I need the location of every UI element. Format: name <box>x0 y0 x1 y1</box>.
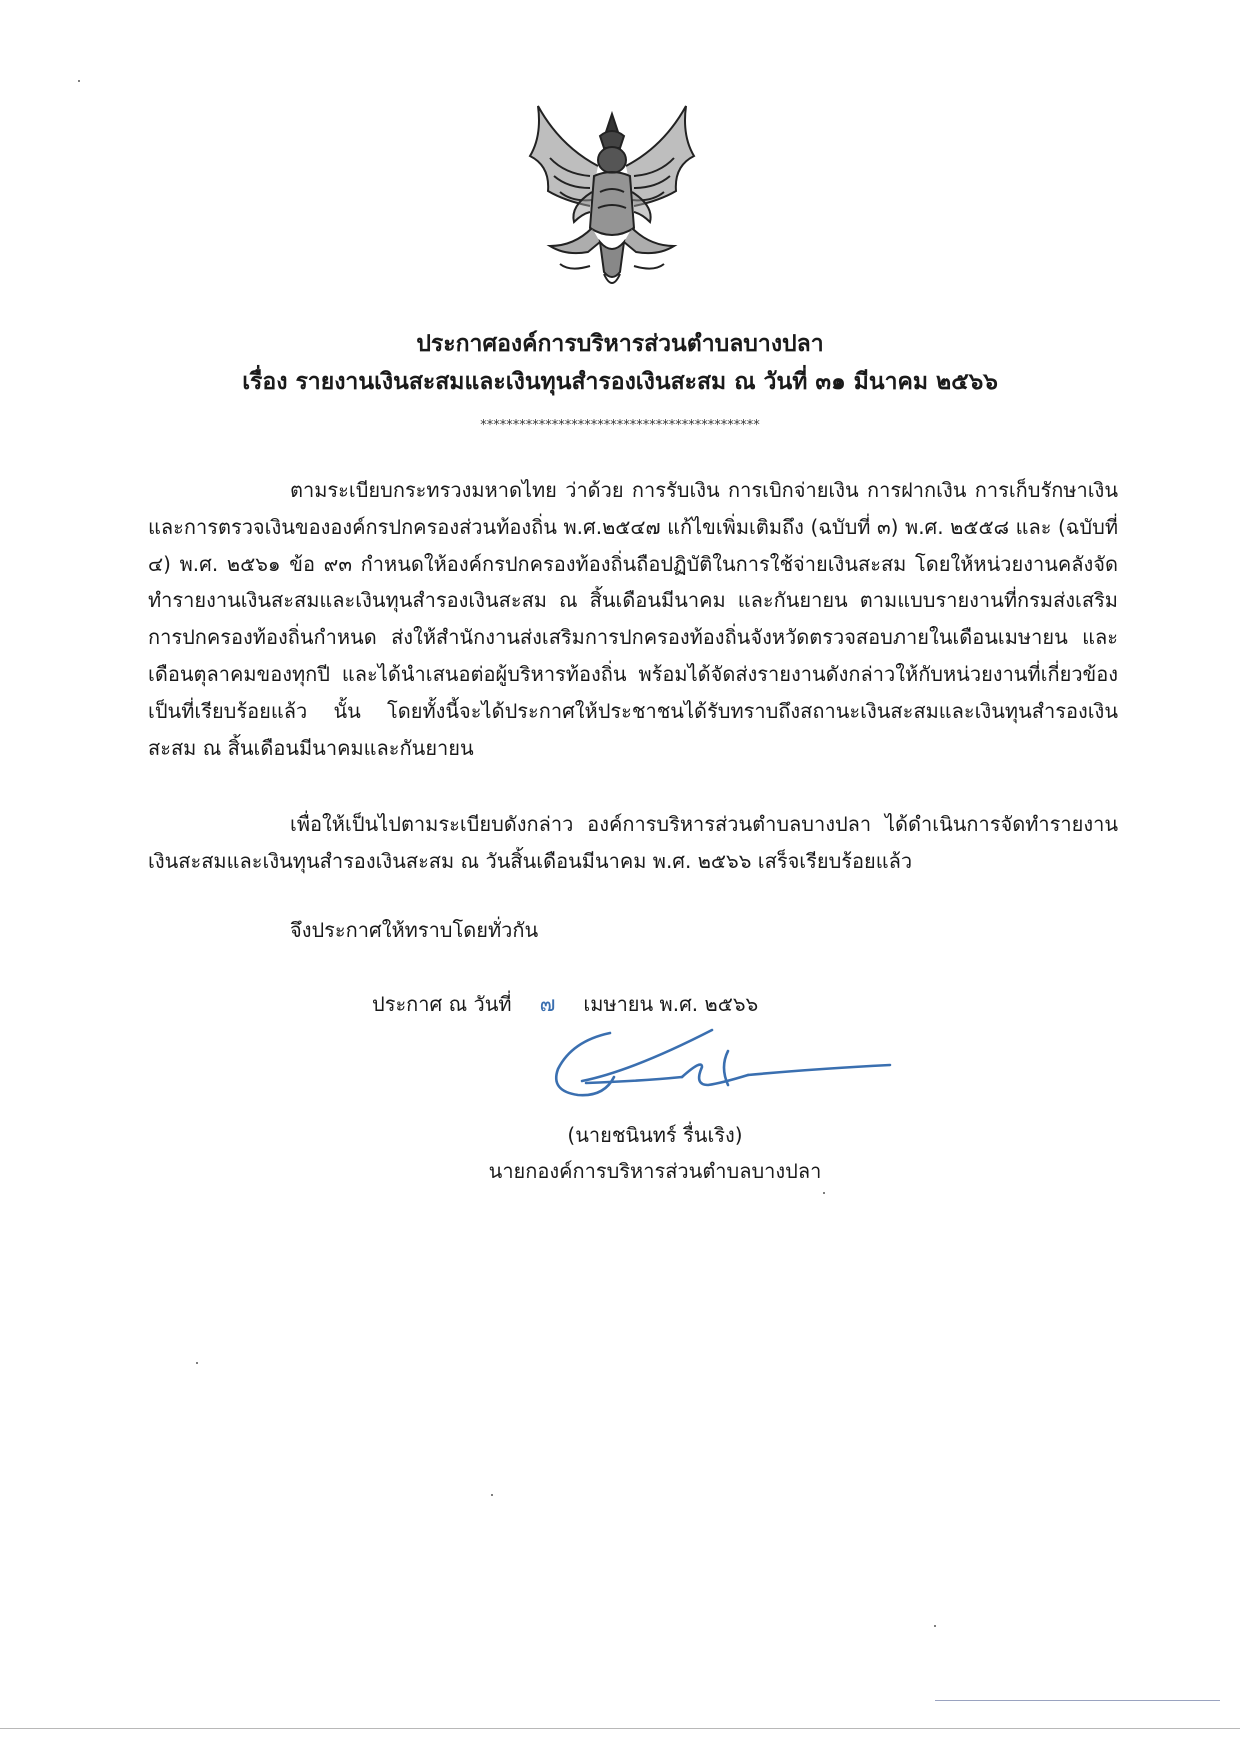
scan-speck <box>491 1494 493 1496</box>
scan-bottom-line <box>0 1728 1240 1729</box>
signature-icon <box>552 1025 897 1105</box>
signatory-name: (นายชนินทร์ รื่นเริง) <box>567 1123 743 1147</box>
announcement-title <box>150 325 1090 401</box>
date-day: ๗ <box>539 992 556 1016</box>
body-paragraph-3: จึงประกาศให้ทราบโดยทั่วกัน <box>290 918 539 942</box>
scan-speck <box>78 80 80 82</box>
scan-speck <box>934 1625 936 1627</box>
body-paragraph-1 <box>148 472 1118 766</box>
scan-speck <box>823 1192 825 1194</box>
body-paragraph-2 <box>148 806 1118 880</box>
announcement-date <box>372 986 758 1022</box>
title-line-organization: ประกาศองค์การบริหารส่วนตำบลบางปลา <box>416 331 824 357</box>
body-paragraph-2-text: เพื่อให้เป็นไปตามระเบียบดังกล่าว องค์การบริหารส่วนตำบลบางปลา ได้ดำเนินการจัดทำรายงานเงินสะสมและเงินทุนสำรองเงินสะสม ณ วันสิ้นเดือนมีนาคม พ.ศ. ๒๕๖๖ เสร็จเรียบร้อยแล้ว <box>148 812 1118 873</box>
title-separator: ******************************************* <box>480 418 760 433</box>
garuda-emblem-icon <box>520 96 705 296</box>
date-prefix: ประกาศ ณ วันที่ <box>372 992 512 1016</box>
title-line-subject: เรื่อง รายงานเงินสะสมและเงินทุนสำรองเงินสะสม ณ วันที่ ๓๑ มีนาคม ๒๕๖๖ <box>242 369 998 395</box>
scan-speck <box>196 1362 198 1364</box>
signatory-position: นายกองค์การบริหารส่วนตำบลบางปลา <box>488 1159 822 1183</box>
date-month-year: เมษายน พ.ศ. ๒๕๖๖ <box>583 992 759 1016</box>
body-paragraph-1-text: ตามระเบียบกระทรวงมหาดไทย ว่าด้วย การรับเงิน การเบิกจ่ายเงิน การฝากเงิน การเก็บรักษาเงิน และการตรวจเงินขององค์กรปกครองส่วนท้องถิ่น พ.ศ.๒๕๔๗ แก้ไขเพิ่มเติมถึง (ฉบับที่ ๓) พ.ศ. ๒๕๕๘ และ (ฉบับที่ ๔) พ.ศ. ๒๕๖๑ ข้อ ๙๓ กำหนดให้องค์กรปกครองท้องถิ่นถือปฏิบัติในการใช้จ่ายเงินสะสม โดยให้หน่วยงานคลังจัดทำรายงานเงินสะสมและเงินทุนสำรองเงินสะสม ณ สิ้นเดือนมีนาคม และกันยายน ตามแบบรายงานที่กรมส่งเสริมการปกครองท้องถิ่นกำหนด ส่งให้สำนักงานส่งเสริมการปกครองท้องถิ่นจังหวัดตรวจสอบภายในเดือนเมษายน และเดือนตุลาคมของทุกปี และได้นำเสนอต่อผู้บริหารท้องถิ่น พร้อมได้จัดส่งรายงานดังกล่าวให้กับหน่วยงานที่เกี่ยวข้องเป็นที่เรียบร้อยแล้ว นั้น โดยทั้งนี้จะได้ประกาศให้ประชาชนได้รับทราบถึงสถานะเงินสะสมและเงินทุนสำรองเงินสะสม ณ สิ้นเดือนมีนาคมและกันยายน <box>148 478 1118 760</box>
scan-edge-line <box>935 1700 1220 1701</box>
